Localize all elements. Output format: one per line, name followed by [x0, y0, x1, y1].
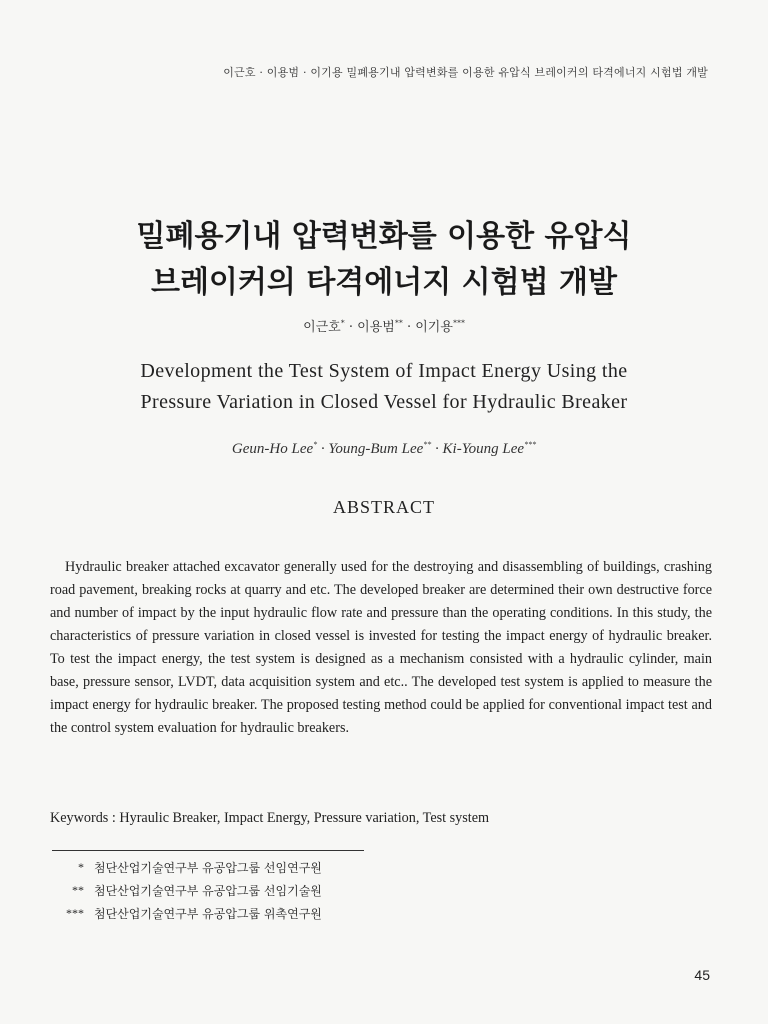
english-authors [0, 440, 768, 458]
footnote-text: 첨단산업기술연구부 유공압그룹 선임기술원 [94, 884, 322, 898]
english-title-line-2: Pressure Variation in Closed Vessel for Hydraulic Breaker [140, 391, 628, 413]
korean-author-name: 이근호 [303, 320, 341, 335]
affiliation-mark: ** [423, 440, 432, 449]
english-author-name: Young-Bum Lee [328, 441, 424, 457]
english-author-name: Geun-Ho Lee [231, 441, 314, 457]
english-title-line-1: Development the Test System of Impact Energy Using the [140, 360, 628, 382]
korean-title-line-2: 브레이커의 타격에너지 시험법 개발 [150, 265, 618, 300]
affiliation-mark: * [313, 440, 318, 449]
affiliation-mark: * [340, 318, 345, 328]
footnote-item [48, 879, 322, 902]
korean-author-name: 이용범 [357, 320, 395, 335]
page-number: 45 [694, 967, 710, 983]
korean-title [0, 214, 768, 306]
author-separator: · [402, 320, 416, 335]
korean-title-line-1: 밀폐용기내 압력변화를 이용한 유압식 [136, 219, 632, 254]
author-separator: · [344, 320, 358, 335]
english-author-name: Ki-Young Lee [442, 441, 525, 457]
abstract-body: Hydraulic breaker attached excavator generally used for the destroying and disassembling of buildings, crashing road pavement, breaking rocks at quarry and etc. The developed breaker are determined their own destructive force and number of impact by the input hydraulic flow rate and pressure than the operating conditions. In this study, the characteristics of pressure variation in closed vessel is invested for testing the impact energy of hydraulic breaker. To test the impact energy, the test system is designed as a mechanism consisted with a hydraulic cylinder, main base, pressure sensor, LVDT, data acquisition system and etc.. The developed test system is applied to measure the impact energy for hydraulic breaker. The proposed testing method could be applied for conventional impact test and the control system evaluation for hydraulic breakers. [50, 559, 712, 736]
footnote-text: 첨단산업기술연구부 유공압그룹 위촉연구원 [94, 907, 322, 921]
footnote-mark: ** [72, 883, 84, 897]
affiliation-mark: *** [524, 440, 537, 449]
footnote-mark: *** [66, 906, 84, 920]
korean-author-name: 이기용 [415, 320, 453, 335]
footnote-text: 첨단산업기술연구부 유공압그룹 선임연구원 [94, 861, 322, 875]
author-separator: · [317, 441, 329, 457]
korean-authors [0, 316, 768, 335]
footnotes [48, 856, 322, 925]
keywords: Keywords : Hyraulic Breaker, Impact Energy, Pressure variation, Test system [50, 810, 490, 826]
footnote-item [48, 856, 322, 879]
running-header: 이근호 · 이용범 · 이기용 밀폐용기내 압력변화를 이용한 유압식 브레이커의 타격에너지 시험법 개발 [223, 66, 708, 79]
footnote-divider [52, 850, 364, 851]
abstract-heading: ABSTRACT [332, 497, 436, 517]
english-title [0, 356, 768, 418]
footnote-mark: * [78, 860, 84, 874]
affiliation-mark: *** [452, 318, 465, 328]
affiliation-mark: ** [394, 318, 403, 328]
author-separator: · [431, 441, 443, 457]
footnote-item [48, 902, 322, 925]
